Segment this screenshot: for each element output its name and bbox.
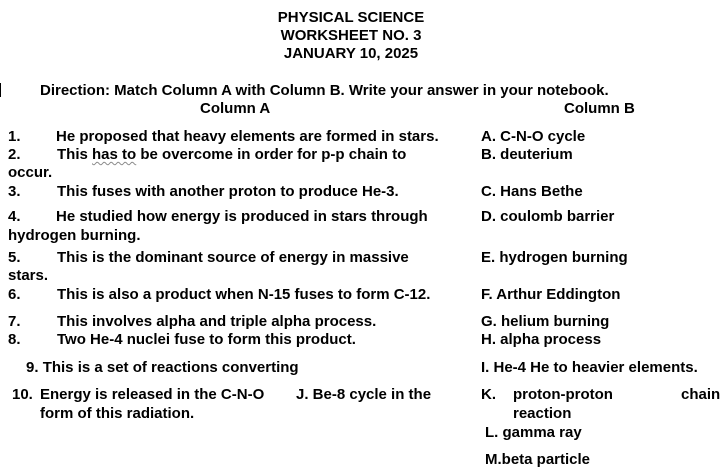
- item-text: Two He-4 nuclei fuse to form this product.: [57, 331, 356, 348]
- direction-text: Direction: Match Column A with Column B. Write your answer in your notebook.: [40, 82, 609, 99]
- left-margin-mark: [0, 83, 1, 97]
- column-a-heading: Column A: [200, 100, 271, 117]
- item-text: Energy is released in the C-N-O: [40, 386, 265, 403]
- option-k-letter: K.: [481, 386, 496, 403]
- item-number: 3.: [8, 183, 21, 200]
- option-d: D. coulomb barrier: [481, 208, 615, 225]
- option-j: J. Be-8 cycle in the: [296, 386, 432, 403]
- option-i: I. He-4 He to heavier elements.: [481, 359, 698, 376]
- item-text: This involves alpha and triple alpha process.: [57, 313, 377, 330]
- item-text: He studied how energy is produced in stars through: [56, 208, 428, 225]
- option-m: M.beta particle: [485, 451, 591, 468]
- worksheet-date: JANUARY 10, 2025: [283, 45, 419, 62]
- option-k-continuation: reaction: [513, 405, 572, 422]
- item-9: [8, 359, 299, 376]
- item-number: 2.: [8, 146, 21, 163]
- item-6: [8, 286, 430, 303]
- option-k-word-1: proton-proton: [513, 386, 613, 403]
- worksheet-number: WORKSHEET NO. 3: [280, 27, 422, 44]
- item-number: 5.: [8, 249, 21, 266]
- item-2-continuation: occur.: [8, 164, 53, 181]
- option-b: B. deuterium: [481, 146, 573, 163]
- item-10: [12, 386, 264, 403]
- item-10-continuation: form of this radiation.: [40, 405, 195, 422]
- item-4: [8, 208, 428, 225]
- option-h: H. alpha process: [481, 331, 602, 348]
- item-3: [8, 183, 399, 200]
- item-5-continuation: stars.: [8, 267, 49, 284]
- item-7: [8, 313, 376, 330]
- item-text: This is a set of reactions converting: [42, 359, 299, 376]
- option-e: E. hydrogen burning: [481, 249, 628, 266]
- item-number: 10.: [12, 386, 33, 403]
- item-1: [8, 128, 439, 145]
- grammar-flagged-text: has to: [92, 146, 137, 163]
- option-l: L. gamma ray: [485, 424, 582, 441]
- option-a: A. C-N-O cycle: [481, 128, 586, 145]
- item-text: He proposed that heavy elements are formed in stars.: [56, 128, 439, 145]
- item-number: 7.: [8, 313, 21, 330]
- item-2: [8, 146, 406, 163]
- item-text-pre: This: [57, 146, 93, 163]
- item-4-continuation: hydrogen burning.: [8, 227, 141, 244]
- item-text: This is also a product when N-15 fuses to form C-12.: [57, 286, 431, 303]
- option-f: F. Arthur Eddington: [481, 286, 621, 303]
- subject-title: PHYSICAL SCIENCE: [277, 9, 425, 26]
- column-b-heading: Column B: [564, 100, 635, 117]
- item-8: [8, 331, 356, 348]
- option-g: G. helium burning: [481, 313, 610, 330]
- item-text: This is the dominant source of energy in massive: [57, 249, 409, 266]
- item-number: 1.: [8, 128, 21, 145]
- item-number: 4.: [8, 208, 21, 225]
- item-number: 9.: [26, 359, 39, 376]
- item-5: [8, 249, 409, 266]
- option-c: C. Hans Bethe: [481, 183, 583, 200]
- item-number: 6.: [8, 286, 21, 303]
- item-number: 8.: [8, 331, 21, 348]
- item-text-post: be overcome in order for p-p chain to: [136, 146, 407, 163]
- item-text: This fuses with another proton to produce He-3.: [57, 183, 399, 200]
- option-k-word-2: chain: [681, 386, 721, 403]
